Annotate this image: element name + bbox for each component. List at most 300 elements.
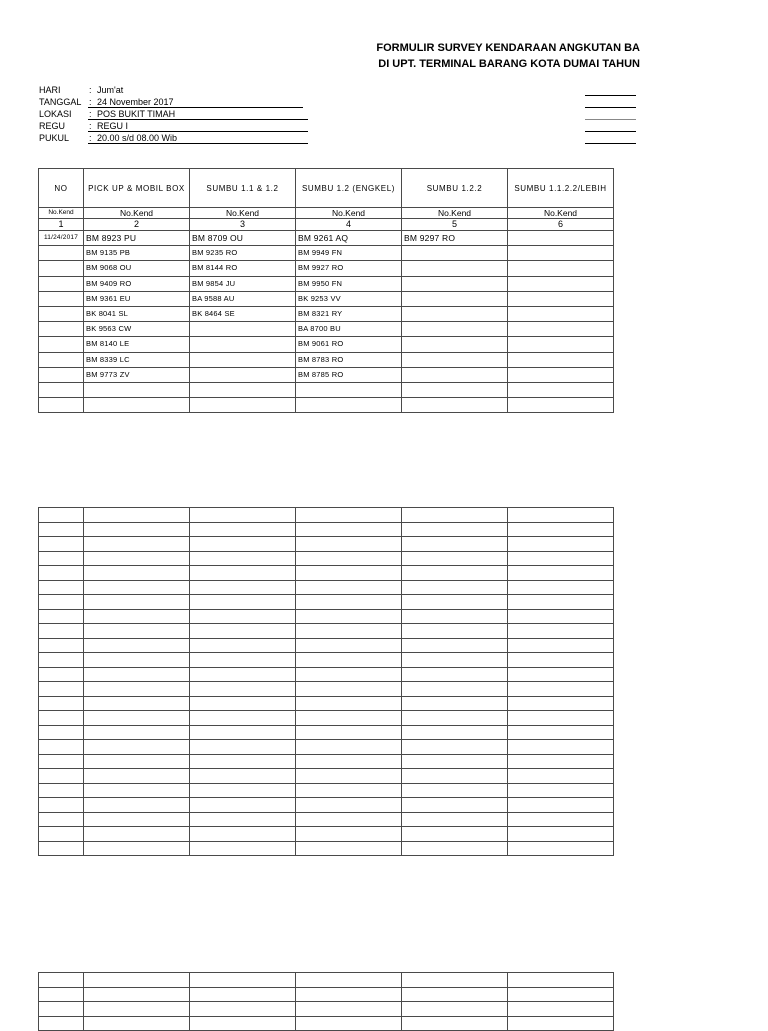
blank-cell xyxy=(190,711,296,726)
underline xyxy=(585,107,636,108)
blank-cell xyxy=(296,566,402,581)
info-value: REGU I xyxy=(97,121,129,131)
blank-cell xyxy=(39,682,84,697)
blank-cell xyxy=(296,1016,402,1031)
table-cell-no xyxy=(39,367,84,382)
blank-cell xyxy=(402,653,508,668)
blank-cell xyxy=(190,653,296,668)
blank-cell xyxy=(508,827,614,842)
blank-cell xyxy=(190,725,296,740)
table-cell-vehicle xyxy=(402,261,508,276)
blank-cell xyxy=(508,551,614,566)
subheader-cell: No.Kend xyxy=(84,208,190,219)
blank-cell xyxy=(508,667,614,682)
blank-cell xyxy=(39,973,84,988)
table-cell-vehicle: BM 8785 RO xyxy=(296,367,402,382)
blank-cell xyxy=(39,769,84,784)
column-number: 1 xyxy=(39,219,84,231)
blank-cell xyxy=(402,522,508,537)
blank-cell xyxy=(296,580,402,595)
table-cell-no xyxy=(39,337,84,352)
blank-cell xyxy=(39,696,84,711)
blank-cell xyxy=(296,827,402,842)
table-cell-vehicle: BK 9563 CW xyxy=(84,322,190,337)
blank-cell xyxy=(402,783,508,798)
blank-cell xyxy=(39,508,84,523)
blank-cell xyxy=(402,740,508,755)
table-cell-vehicle xyxy=(508,398,614,413)
table-cell-vehicle xyxy=(402,322,508,337)
table-cell-vehicle: BM 9950 FN xyxy=(296,276,402,291)
blank-cell xyxy=(190,522,296,537)
table-row xyxy=(39,261,614,276)
blank-cell xyxy=(402,566,508,581)
column-number: 6 xyxy=(508,219,614,231)
blank-cell xyxy=(84,537,190,552)
column-number-row xyxy=(39,219,614,231)
blank-cell xyxy=(402,725,508,740)
table-cell-vehicle xyxy=(508,276,614,291)
table-cell-vehicle xyxy=(508,306,614,321)
blank-cell xyxy=(402,1016,508,1031)
table-cell-vehicle: BM 9235 RO xyxy=(190,246,296,261)
table-cell-vehicle xyxy=(190,398,296,413)
blank-row xyxy=(39,1002,614,1017)
table-row xyxy=(39,322,614,337)
blank-cell xyxy=(296,740,402,755)
blank-cell xyxy=(296,987,402,1002)
blank-cell xyxy=(190,973,296,988)
blank-cell xyxy=(190,1016,296,1031)
blank-cell xyxy=(402,987,508,1002)
table-cell-vehicle: BA 8700 BU xyxy=(296,322,402,337)
table-cell-vehicle: BM 8783 RO xyxy=(296,352,402,367)
blank-row xyxy=(39,624,614,639)
blank-cell xyxy=(190,508,296,523)
blank-cell xyxy=(296,754,402,769)
blank-cell xyxy=(508,769,614,784)
blank-cell xyxy=(508,812,614,827)
underline xyxy=(585,95,636,96)
table-cell-vehicle: BM 9409 RO xyxy=(84,276,190,291)
blank-cell xyxy=(402,769,508,784)
table-cell-vehicle xyxy=(402,246,508,261)
table-cell-vehicle xyxy=(190,382,296,397)
blank-cell xyxy=(190,696,296,711)
blank-cell xyxy=(296,667,402,682)
blank-cell xyxy=(508,711,614,726)
blank-row xyxy=(39,827,614,842)
blank-cell xyxy=(508,682,614,697)
blank-cell xyxy=(39,624,84,639)
blank-cell xyxy=(402,827,508,842)
blank-cell xyxy=(39,522,84,537)
table-cell-no xyxy=(39,276,84,291)
blank-cell xyxy=(84,1016,190,1031)
info-label: HARI xyxy=(39,85,61,95)
blank-cell xyxy=(296,783,402,798)
blank-cell xyxy=(39,609,84,624)
blank-cell xyxy=(39,580,84,595)
blank-cell xyxy=(508,987,614,1002)
blank-cell xyxy=(508,740,614,755)
blank-cell xyxy=(508,537,614,552)
blank-cell xyxy=(508,508,614,523)
blank-row xyxy=(39,711,614,726)
table-cell-vehicle xyxy=(402,306,508,321)
blank-cell xyxy=(39,667,84,682)
blank-cell xyxy=(190,798,296,813)
blank-cell xyxy=(402,537,508,552)
underline xyxy=(585,131,636,132)
blank-cell xyxy=(39,827,84,842)
table-cell-vehicle xyxy=(402,352,508,367)
blank-cell xyxy=(508,841,614,856)
blank-cell xyxy=(508,798,614,813)
blank-cell xyxy=(84,566,190,581)
blank-row xyxy=(39,841,614,856)
blank-cell xyxy=(190,682,296,697)
blank-cell xyxy=(296,522,402,537)
info-label: PUKUL xyxy=(39,133,70,143)
blank-cell xyxy=(508,595,614,610)
blank-cell xyxy=(84,711,190,726)
blank-cell xyxy=(84,812,190,827)
blank-cell xyxy=(402,841,508,856)
table-cell-no xyxy=(39,352,84,367)
blank-cell xyxy=(402,754,508,769)
underline xyxy=(585,143,636,144)
blank-cell xyxy=(39,812,84,827)
column-number: 2 xyxy=(84,219,190,231)
blank-row xyxy=(39,987,614,1002)
info-label: LOKASI xyxy=(39,109,72,119)
blank-cell xyxy=(190,667,296,682)
table-cell-vehicle: BM 9261 AQ xyxy=(296,231,402,246)
blank-cell xyxy=(84,769,190,784)
table-row xyxy=(39,367,614,382)
underline xyxy=(88,143,308,144)
blank-row xyxy=(39,696,614,711)
table-cell-vehicle xyxy=(296,382,402,397)
column-header: SUMBU 1.2.2 xyxy=(402,169,508,208)
blank-row xyxy=(39,653,614,668)
blank-cell xyxy=(84,551,190,566)
info-label: TANGGAL xyxy=(39,97,82,107)
table-cell-no xyxy=(39,398,84,413)
survey-table xyxy=(38,168,614,413)
blank-cell xyxy=(84,987,190,1002)
blank-cell xyxy=(402,667,508,682)
blank-cell xyxy=(39,551,84,566)
blank-cell xyxy=(190,769,296,784)
blank-row xyxy=(39,754,614,769)
blank-row xyxy=(39,798,614,813)
blank-cell xyxy=(402,638,508,653)
blank-cell xyxy=(190,1002,296,1017)
table-cell-vehicle xyxy=(190,322,296,337)
form-title-line-2: DI UPT. TERMINAL BARANG KOTA DUMAI TAHUN xyxy=(378,58,640,70)
blank-row xyxy=(39,812,614,827)
blank-cell xyxy=(190,638,296,653)
blank-cell xyxy=(508,580,614,595)
blank-row xyxy=(39,595,614,610)
blank-cell xyxy=(402,551,508,566)
blank-cell xyxy=(402,1002,508,1017)
blank-cell xyxy=(402,580,508,595)
blank-cell xyxy=(39,537,84,552)
blank-cell xyxy=(39,1016,84,1031)
blank-cell xyxy=(296,537,402,552)
info-value: 20.00 s/d 08.00 Wib xyxy=(97,133,178,143)
underline xyxy=(88,119,308,120)
table-cell-vehicle xyxy=(84,398,190,413)
blank-cell xyxy=(296,624,402,639)
blank-row xyxy=(39,682,614,697)
table-cell-vehicle xyxy=(190,352,296,367)
table-cell-vehicle xyxy=(508,337,614,352)
blank-cell xyxy=(190,566,296,581)
blank-cell xyxy=(296,769,402,784)
blank-cell xyxy=(190,609,296,624)
table-cell-vehicle xyxy=(190,367,296,382)
table-cell-no xyxy=(39,306,84,321)
column-number: 4 xyxy=(296,219,402,231)
blank-cell xyxy=(402,508,508,523)
underline xyxy=(88,107,303,108)
blank-cell xyxy=(296,595,402,610)
table-cell-no xyxy=(39,291,84,306)
blank-cell xyxy=(39,566,84,581)
blank-cell xyxy=(190,987,296,1002)
table-cell-vehicle xyxy=(508,382,614,397)
blank-cell xyxy=(39,1002,84,1017)
table-cell-vehicle xyxy=(296,398,402,413)
blank-cell xyxy=(84,682,190,697)
table-cell-vehicle xyxy=(402,291,508,306)
table-cell-vehicle: BM 8709 OU xyxy=(190,231,296,246)
blank-cell xyxy=(508,754,614,769)
blank-cell xyxy=(508,638,614,653)
table-cell-vehicle xyxy=(402,382,508,397)
blank-cell xyxy=(296,973,402,988)
blank-cell xyxy=(402,711,508,726)
blank-cell xyxy=(508,973,614,988)
table-row xyxy=(39,352,614,367)
blank-cell xyxy=(84,580,190,595)
blank-cell xyxy=(84,725,190,740)
underline xyxy=(585,119,636,120)
blank-cell xyxy=(84,522,190,537)
blank-cell xyxy=(402,812,508,827)
blank-cell xyxy=(402,609,508,624)
table-cell-vehicle: BK 8464 SE xyxy=(190,306,296,321)
column-number: 3 xyxy=(190,219,296,231)
subheader-cell: No.Kend xyxy=(402,208,508,219)
blank-cell xyxy=(84,973,190,988)
table-cell-vehicle: BA 9588 AU xyxy=(190,291,296,306)
blank-cell xyxy=(39,783,84,798)
table-cell-no xyxy=(39,382,84,397)
table-cell-vehicle: BK 9253 VV xyxy=(296,291,402,306)
blank-cell xyxy=(84,827,190,842)
blank-cell xyxy=(190,537,296,552)
table-cell-vehicle xyxy=(508,231,614,246)
blank-row xyxy=(39,667,614,682)
underline xyxy=(88,131,308,132)
blank-table xyxy=(38,972,614,1031)
blank-cell xyxy=(508,566,614,581)
blank-cell xyxy=(296,551,402,566)
blank-cell xyxy=(39,754,84,769)
table-body xyxy=(39,231,614,413)
blank-cell xyxy=(190,783,296,798)
blank-cell xyxy=(508,1016,614,1031)
blank-table xyxy=(38,507,614,856)
blank-row xyxy=(39,551,614,566)
table-row xyxy=(39,398,614,413)
table-cell-vehicle: BK 8041 SL xyxy=(84,306,190,321)
blank-cell xyxy=(39,638,84,653)
blank-cell xyxy=(39,711,84,726)
blank-cell xyxy=(190,812,296,827)
table-cell-vehicle xyxy=(508,367,614,382)
subheader-cell: No.Kend xyxy=(190,208,296,219)
blank-cell xyxy=(84,595,190,610)
blank-cell xyxy=(190,754,296,769)
blank-cell xyxy=(190,740,296,755)
blank-cell xyxy=(296,609,402,624)
blank-cell xyxy=(402,798,508,813)
table-row xyxy=(39,291,614,306)
table-cell-vehicle: BM 9135 PB xyxy=(84,246,190,261)
blank-cell xyxy=(84,841,190,856)
table-cell-vehicle xyxy=(508,291,614,306)
blank-cell xyxy=(402,696,508,711)
blank-row xyxy=(39,580,614,595)
table-cell-vehicle: BM 9361 EU xyxy=(84,291,190,306)
column-header: NO xyxy=(39,169,84,208)
table-cell-vehicle xyxy=(402,276,508,291)
blank-cell xyxy=(296,682,402,697)
table-row xyxy=(39,246,614,261)
table-cell-no xyxy=(39,261,84,276)
blank-cell xyxy=(190,551,296,566)
blank-cell xyxy=(39,725,84,740)
blank-cell xyxy=(508,725,614,740)
table-cell-no: 11/24/2017 xyxy=(39,231,84,246)
blank-cell xyxy=(402,624,508,639)
blank-cell xyxy=(84,1002,190,1017)
blank-row xyxy=(39,638,614,653)
blank-row xyxy=(39,1016,614,1031)
table-row xyxy=(39,306,614,321)
column-header: SUMBU 1.2 (ENGKEL) xyxy=(296,169,402,208)
blank-cell xyxy=(84,740,190,755)
blank-cell xyxy=(190,827,296,842)
table-row xyxy=(39,276,614,291)
table-cell-vehicle xyxy=(402,337,508,352)
table-row xyxy=(39,382,614,397)
blank-cell xyxy=(296,841,402,856)
table-cell-no xyxy=(39,322,84,337)
blank-cell xyxy=(296,711,402,726)
blank-row xyxy=(39,508,614,523)
blank-cell xyxy=(508,624,614,639)
blank-cell xyxy=(84,798,190,813)
table-row xyxy=(39,337,614,352)
blank-cell xyxy=(39,740,84,755)
column-header-row xyxy=(39,169,614,208)
blank-cell xyxy=(402,595,508,610)
table-cell-vehicle: BM 9854 JU xyxy=(190,276,296,291)
info-value: Jum'at xyxy=(97,85,124,95)
blank-cell xyxy=(84,508,190,523)
blank-cell xyxy=(39,987,84,1002)
blank-cell xyxy=(508,653,614,668)
table-cell-vehicle: BM 9297 RO xyxy=(402,231,508,246)
blank-cell xyxy=(190,624,296,639)
blank-cell xyxy=(84,783,190,798)
table-cell-vehicle: BM 9773 ZV xyxy=(84,367,190,382)
blank-cell xyxy=(190,580,296,595)
blank-row xyxy=(39,973,614,988)
subheader-cell: No.Kend xyxy=(39,208,84,219)
table-cell-vehicle: BM 8923 PU xyxy=(84,231,190,246)
blank-row xyxy=(39,725,614,740)
blank-cell xyxy=(508,1002,614,1017)
table-cell-vehicle xyxy=(190,337,296,352)
table-cell-vehicle: BM 9949 FN xyxy=(296,246,402,261)
blank-cell xyxy=(296,812,402,827)
table-cell-vehicle: BM 8140 LE xyxy=(84,337,190,352)
blank-cell xyxy=(296,798,402,813)
blank-cell xyxy=(84,754,190,769)
table-row xyxy=(39,231,614,246)
column-header: SUMBU 1.1.2.2/LEBIH xyxy=(508,169,614,208)
blank-cell xyxy=(190,841,296,856)
subheader-cell: No.Kend xyxy=(508,208,614,219)
blank-cell xyxy=(190,595,296,610)
table-cell-vehicle: BM 8339 LC xyxy=(84,352,190,367)
form-title-line-1: FORMULIR SURVEY KENDARAAN ANGKUTAN BA xyxy=(376,42,640,54)
blank-cell xyxy=(84,667,190,682)
blank-cell xyxy=(296,1002,402,1017)
blank-cell xyxy=(39,653,84,668)
table-cell-vehicle xyxy=(84,382,190,397)
blank-cell xyxy=(296,638,402,653)
column-header: SUMBU 1.1 & 1.2 xyxy=(190,169,296,208)
column-header: PICK UP & MOBIL BOX xyxy=(84,169,190,208)
blank-cell xyxy=(296,725,402,740)
blank-row xyxy=(39,566,614,581)
blank-cell xyxy=(296,653,402,668)
table-cell-vehicle: BM 9068 OU xyxy=(84,261,190,276)
blank-cell xyxy=(508,609,614,624)
table-cell-vehicle xyxy=(508,322,614,337)
blank-cell xyxy=(508,783,614,798)
blank-cell xyxy=(39,841,84,856)
blank-row xyxy=(39,740,614,755)
subheader-row xyxy=(39,208,614,219)
blank-cell xyxy=(508,696,614,711)
blank-row xyxy=(39,522,614,537)
blank-cell xyxy=(84,609,190,624)
blank-cell xyxy=(402,973,508,988)
blank-cell xyxy=(508,522,614,537)
blank-cell xyxy=(402,682,508,697)
blank-cell xyxy=(84,696,190,711)
